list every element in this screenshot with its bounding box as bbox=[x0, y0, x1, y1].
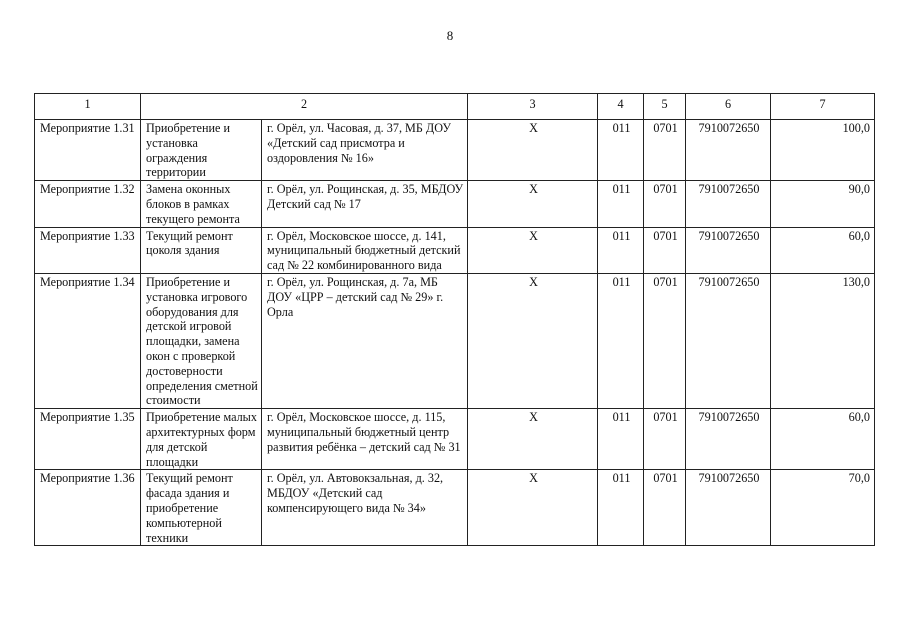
col5-value: 0701 bbox=[653, 182, 678, 197]
col4-cell bbox=[598, 273, 644, 408]
header-col-7: 7 bbox=[771, 94, 875, 120]
col3-cell bbox=[468, 273, 598, 408]
header-row bbox=[35, 94, 875, 120]
event-label: Мероприятие 1.36 bbox=[40, 471, 135, 486]
col3-value: Х bbox=[529, 182, 538, 197]
event-cell bbox=[35, 409, 141, 470]
address-cell bbox=[262, 470, 468, 546]
col5-value: 0701 bbox=[653, 228, 678, 243]
address-cell bbox=[262, 273, 468, 408]
event-cell bbox=[35, 181, 141, 227]
col7-cell bbox=[771, 181, 875, 227]
col5-value: 0701 bbox=[653, 274, 678, 289]
col3-cell bbox=[468, 120, 598, 181]
col3-cell bbox=[468, 227, 598, 273]
description-cell bbox=[141, 273, 262, 408]
col7-value: 60,0 bbox=[848, 410, 870, 425]
col6-value: 7910072650 bbox=[698, 121, 760, 135]
address-text: г. Орёл, ул. Рощинская, д. 35, МБДОУ Детский сад № 17 bbox=[267, 182, 464, 211]
description-cell bbox=[141, 120, 262, 181]
col7-cell bbox=[771, 227, 875, 273]
address-text: г. Орёл, Московское шоссе, д. 115, муниципальный бюджетный центр развития ребёнка – детский сад № 31 bbox=[267, 410, 461, 454]
col5-value: 0701 bbox=[653, 121, 678, 135]
col7-value: 60,0 bbox=[848, 228, 870, 243]
event-cell bbox=[35, 273, 141, 408]
event-cell bbox=[35, 120, 141, 181]
address-text: г. Орёл, ул. Автовокзальная, д. 32, МБДОУ «Детский сад компенсирующего вида № 34» bbox=[267, 471, 444, 515]
description-cell bbox=[141, 181, 262, 227]
col6-cell bbox=[686, 409, 771, 470]
col7-value: 70,0 bbox=[848, 471, 870, 486]
col4-value: 011 bbox=[612, 228, 631, 243]
col5-cell bbox=[644, 181, 686, 227]
table-row bbox=[35, 120, 875, 181]
col6-cell bbox=[686, 273, 771, 408]
description-text: Приобретение и установка ограждения территории bbox=[146, 121, 230, 180]
col5-cell bbox=[644, 227, 686, 273]
col5-value: 0701 bbox=[653, 410, 678, 425]
col4-cell bbox=[598, 181, 644, 227]
col4-value: 011 bbox=[612, 182, 631, 197]
col3-value: Х bbox=[529, 274, 538, 289]
col4-cell bbox=[598, 227, 644, 273]
measures-table bbox=[34, 93, 875, 546]
event-label: Мероприятие 1.35 bbox=[40, 410, 135, 425]
col3-cell bbox=[468, 181, 598, 227]
col6-cell bbox=[686, 470, 771, 546]
col4-value: 011 bbox=[612, 471, 631, 486]
event-cell bbox=[35, 470, 141, 546]
col3-cell bbox=[468, 470, 598, 546]
address-cell bbox=[262, 227, 468, 273]
description-cell bbox=[141, 470, 262, 546]
col6-cell bbox=[686, 120, 771, 181]
address-cell bbox=[262, 181, 468, 227]
description-text: Текущий ремонт фасада здания и приобретение компьютерной техники bbox=[146, 471, 233, 545]
col3-value: Х bbox=[529, 410, 538, 425]
address-text: г. Орёл, ул. Часовая, д. 37, МБ ДОУ «Детский сад присмотра и оздоровления № 16» bbox=[267, 121, 451, 165]
table-row bbox=[35, 181, 875, 227]
address-cell bbox=[262, 409, 468, 470]
col7-value: 100,0 bbox=[842, 121, 870, 135]
col5-cell bbox=[644, 470, 686, 546]
col7-cell bbox=[771, 273, 875, 408]
event-label: Мероприятие 1.32 bbox=[40, 182, 135, 197]
table-row bbox=[35, 470, 875, 546]
col4-value: 011 bbox=[612, 274, 631, 289]
col6-cell bbox=[686, 181, 771, 227]
col6-value: 7910072650 bbox=[698, 274, 760, 289]
col7-value: 90,0 bbox=[848, 182, 870, 197]
col5-cell bbox=[644, 273, 686, 408]
col7-cell bbox=[771, 409, 875, 470]
description-text: Приобретение и установка игрового оборудования для детской игровой площадки, замена окон с проверкой достоверности определения сметной стоимости bbox=[146, 274, 258, 408]
col6-value: 7910072650 bbox=[698, 182, 760, 197]
description-cell bbox=[141, 409, 262, 470]
col6-value: 7910072650 bbox=[698, 228, 760, 243]
col3-value: Х bbox=[529, 228, 538, 243]
col6-cell bbox=[686, 227, 771, 273]
col7-cell bbox=[771, 470, 875, 546]
col3-value: Х bbox=[529, 471, 538, 486]
address-text: г. Орёл, ул. Рощинская, д. 7а, МБ ДОУ «ЦРР – детский сад № 29» г. Орла bbox=[267, 274, 444, 319]
event-cell bbox=[35, 227, 141, 273]
col5-value: 0701 bbox=[653, 471, 678, 486]
col4-cell bbox=[598, 120, 644, 181]
col3-cell bbox=[468, 409, 598, 470]
description-text: Текущий ремонт цоколя здания bbox=[146, 228, 233, 258]
description-text: Замена оконных блоков в рамках текущего ремонта bbox=[146, 182, 240, 226]
col4-value: 011 bbox=[612, 121, 631, 135]
header-col-6: 6 bbox=[686, 94, 771, 120]
table-row bbox=[35, 273, 875, 408]
page-number: 8 bbox=[446, 28, 454, 43]
col3-value: Х bbox=[529, 121, 538, 135]
col5-cell bbox=[644, 409, 686, 470]
description-cell bbox=[141, 227, 262, 273]
col4-cell bbox=[598, 409, 644, 470]
address-text: г. Орёл, Московское шоссе, д. 141, муниципальный бюджетный детский сад № 22 комбинированного вида bbox=[267, 228, 461, 273]
address-cell bbox=[262, 120, 468, 181]
col7-value: 130,0 bbox=[842, 274, 870, 289]
header-col-4: 4 bbox=[598, 94, 644, 120]
col5-cell bbox=[644, 120, 686, 181]
description-text: Приобретение малых архитектурных форм для детской площадки bbox=[146, 410, 257, 469]
event-label: Мероприятие 1.33 bbox=[40, 228, 135, 243]
table-row bbox=[35, 227, 875, 273]
header-col-5: 5 bbox=[644, 94, 686, 120]
header-col-1: 1 bbox=[35, 94, 141, 120]
col4-cell bbox=[598, 470, 644, 546]
col6-value: 7910072650 bbox=[698, 471, 760, 486]
event-label: Мероприятие 1.31 bbox=[40, 121, 135, 135]
table-row bbox=[35, 409, 875, 470]
header-col-3: 3 bbox=[468, 94, 598, 120]
col6-value: 7910072650 bbox=[698, 410, 760, 425]
event-label: Мероприятие 1.34 bbox=[40, 274, 135, 289]
col7-cell bbox=[771, 120, 875, 181]
col4-value: 011 bbox=[612, 410, 631, 425]
header-col-2: 2 bbox=[141, 94, 468, 120]
